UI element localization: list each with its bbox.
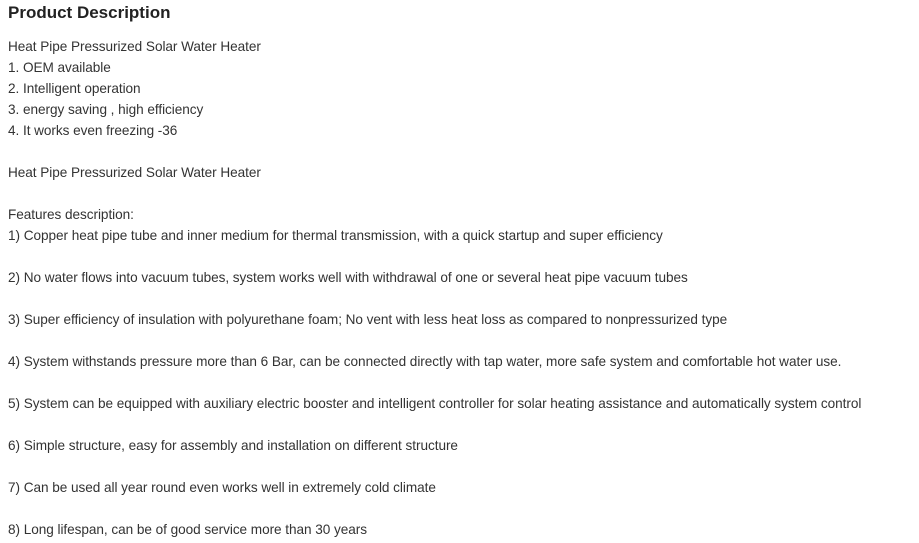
feature-item: 5) System can be equipped with auxiliary electric booster and intelligent controller for solar heating assistance and automatically system control [8,396,862,411]
spacer [8,456,911,477]
intro-point: 1. OEM available [8,60,111,75]
intro-point: 2. Intelligent operation [8,81,141,96]
spacer [8,246,911,267]
feature-item: 6) Simple structure, easy for assembly and installation on different structure [8,438,458,453]
intro-point: 3. energy saving , high efficiency [8,102,204,117]
spacer [8,414,911,435]
intro-point: 4. It works even freezing -36 [8,123,178,138]
feature-item: 3) Super efficiency of insulation with polyurethane foam; No vent with less heat loss as compared to nonpressurized type [8,312,728,327]
spacer [8,498,911,519]
feature-item: 7) Can be used all year round even works well in extremely cold climate [8,480,436,495]
feature-item: 2) No water flows into vacuum tubes, system works well with withdrawal of one or several heat pipe vacuum tubes [8,270,688,285]
spacer [8,330,911,351]
spacer [8,183,911,204]
spacer [8,288,911,309]
subheading: Heat Pipe Pressurized Solar Water Heater [8,165,261,180]
feature-item: 1) Copper heat pipe tube and inner medium for thermal transmission, with a quick startup and super efficiency [8,228,663,243]
features-label: Features description: [8,207,134,222]
feature-item: 8) Long lifespan, can be of good service more than 30 years [8,522,368,537]
spacer [8,141,911,162]
spacer [8,372,911,393]
page-title: Product Description [8,3,171,22]
intro-heading: Heat Pipe Pressurized Solar Water Heater [8,39,261,54]
feature-item: 4) System withstands pressure more than 6 Bar, can be connected directly with tap water, more safe system and comfortable hot water use. [8,354,842,369]
